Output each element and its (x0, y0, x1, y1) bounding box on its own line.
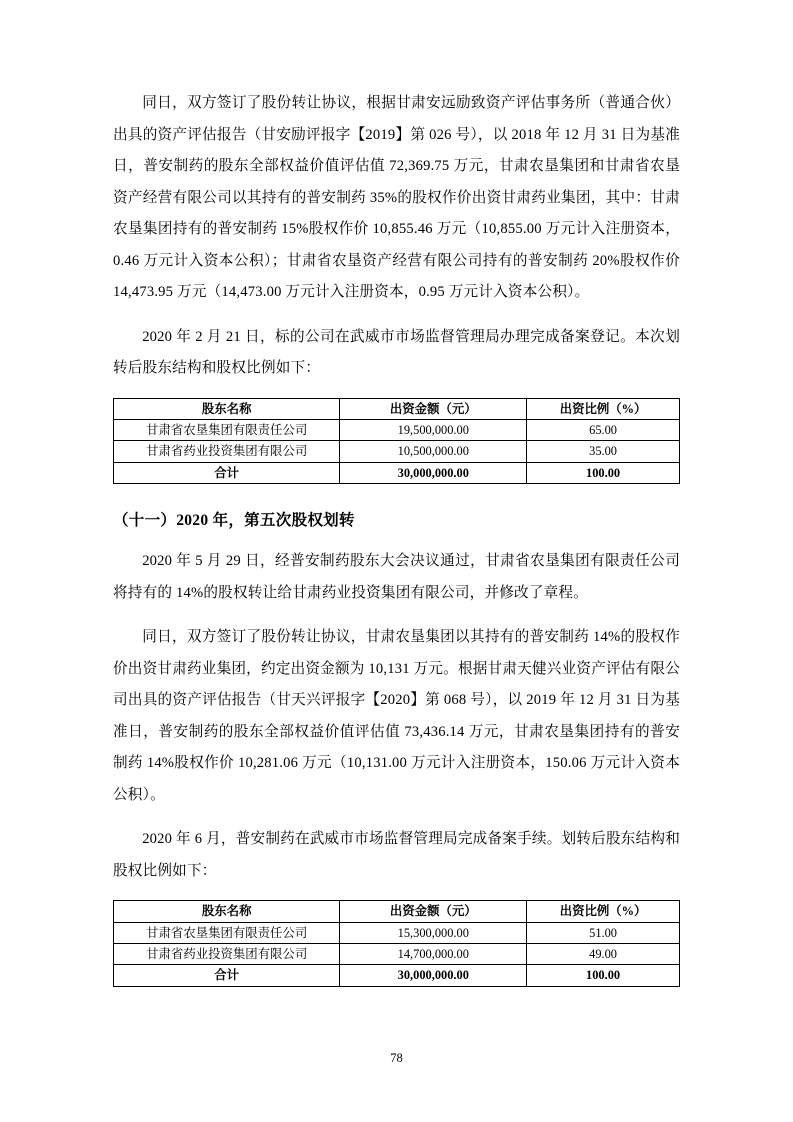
column-header-amount: 出资金额（元） (340, 901, 527, 922)
cell-shareholder-name: 甘肃省农垦集团有限责任公司 (114, 922, 340, 943)
cell-ratio: 35.00 (527, 441, 680, 462)
cell-amount: 19,500,000.00 (340, 419, 527, 440)
table-total-row (114, 965, 680, 986)
cell-ratio: 49.00 (527, 943, 680, 964)
shareholder-table-2 (113, 900, 680, 987)
section-heading: （十一）2020 年，第五次股权划转 (113, 512, 355, 530)
table-header-row (114, 901, 680, 922)
column-header-shareholder: 股东名称 (114, 901, 340, 922)
cell-shareholder-name: 甘肃省农垦集团有限责任公司 (114, 419, 340, 440)
cell-amount: 14,700,000.00 (340, 943, 527, 964)
column-header-amount: 出资金额（元） (340, 398, 527, 419)
cell-amount: 15,300,000.00 (340, 922, 527, 943)
cell-total-label: 合计 (114, 965, 340, 986)
column-header-ratio: 出资比例（%） (527, 398, 680, 419)
column-header-shareholder: 股东名称 (114, 398, 340, 419)
cell-amount: 10,500,000.00 (340, 441, 527, 462)
table-row (114, 943, 680, 964)
shareholder-table-1 (113, 398, 680, 485)
cell-total-ratio: 100.00 (527, 965, 680, 986)
cell-total-ratio: 100.00 (527, 462, 680, 483)
table-row (114, 922, 680, 943)
cell-ratio: 65.00 (527, 419, 680, 440)
table-total-row (114, 462, 680, 483)
paragraph-5: 2020 年 6 月，普安制药在武威市市场监督管理局完成备案手续。划转后股东结构和股权比例如下： (113, 831, 680, 879)
page-content (113, 88, 680, 987)
cell-total-amount: 30,000,000.00 (340, 965, 527, 986)
table-header-row (114, 398, 680, 419)
cell-shareholder-name: 甘肃省药业投资集团有限公司 (114, 441, 340, 462)
table-row (114, 419, 680, 440)
paragraph-4: 同日，双方签订了股份转让协议，甘肃农垦集团以其持有的普安制药 14%的股权作价出资甘肃药业集团，约定出资金额为 10,131 万元。根据甘肃天健兴业资产评估有限公司出具的资产评估报告（甘天兴评报字【2020】第 068 号），以 2019 年 12 月 31 日为基准日，普安制药的股东全部权益价值评估值 73,436.14 万元，甘肃农垦集团持有的普安制药 14%股权作价 10,281.06 万元（10,131.00 万元计入注册资本，150.06 万元计入资本公积）。 (113, 629, 680, 803)
cell-total-amount: 30,000,000.00 (340, 462, 527, 483)
column-header-ratio: 出资比例（%） (527, 901, 680, 922)
cell-shareholder-name: 甘肃省药业投资集团有限公司 (114, 943, 340, 964)
paragraph-3: 2020 年 5 月 29 日，经普安制药股东大会决议通过，甘肃省农垦集团有限责任公司将持有的 14%的股权转让给甘肃药业投资集团有限公司，并修改了章程。 (113, 553, 680, 601)
paragraph-1: 同日，双方签订了股份转让协议，根据甘肃安远励致资产评估事务所（普通合伙）出具的资产评估报告（甘安励评报字【2019】第 026 号），以 2018 年 12 月 31 日为基准日，普安制药的股东全部权益价值评估值 72,369.75 万元，甘肃农垦集团和甘肃省农垦资产经营有限公司以其持有的普安制药 35%的股权作价出资甘肃药业集团，其中：甘肃农垦集团持有的普安制药 15%股权作价 10,855.46 万元（10,855.00 万元计入注册资本，0.46 万元计入资本公积）；甘肃省农垦资产经营有限公司持有的普安制药 20%股权作价 14,473.95 万元（14,473.00 万元计入注册资本，0.95 万元计入资本公积）。 (113, 95, 680, 300)
cell-ratio: 51.00 (527, 922, 680, 943)
cell-total-label: 合计 (114, 462, 340, 483)
paragraph-2: 2020 年 2 月 21 日，标的公司在武威市市场监督管理局办理完成备案登记。本次划转后股东结构和股权比例如下： (113, 328, 680, 376)
page-number: 78 (390, 1051, 403, 1065)
table-row (114, 441, 680, 462)
